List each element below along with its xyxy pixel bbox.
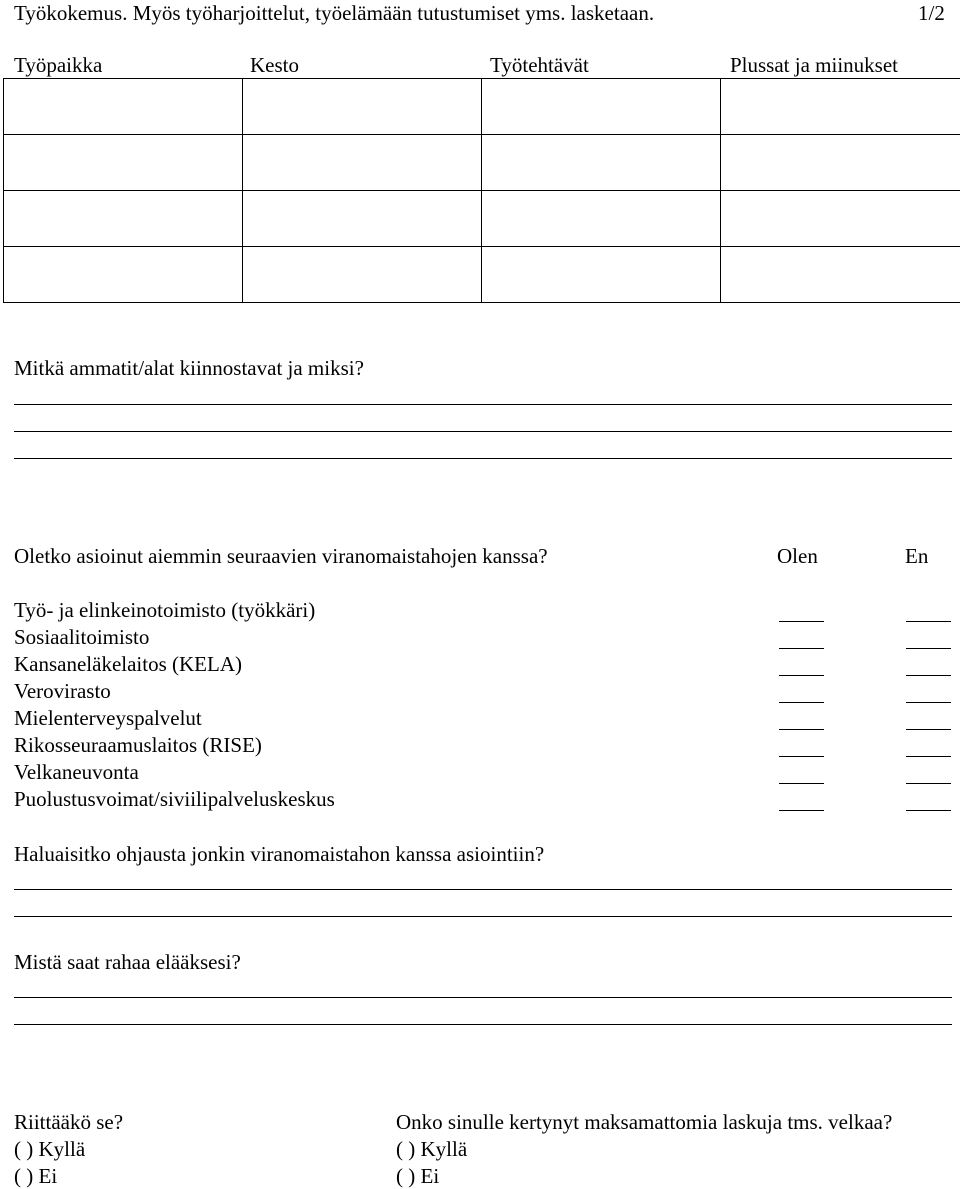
table-cell[interactable]	[243, 135, 482, 191]
blank-no[interactable]	[906, 702, 951, 703]
agency-label: Puolustusvoimat/siviilipalveluskeskus	[14, 787, 335, 811]
blank-no[interactable]	[906, 810, 951, 811]
agency-label: Kansaneläkelaitos (KELA)	[14, 652, 242, 676]
table-cell[interactable]	[482, 79, 721, 135]
table-cell[interactable]	[482, 191, 721, 247]
question-money: Mistä saat rahaa elääksesi?	[14, 950, 241, 974]
blank-yes[interactable]	[779, 702, 824, 703]
column-header-workplace: Työpaikka	[14, 53, 103, 77]
table-cell[interactable]	[243, 191, 482, 247]
option-yes[interactable]: ( ) Kyllä	[14, 1137, 86, 1161]
answer-line[interactable]	[14, 404, 952, 405]
column-header-yes: Olen	[777, 544, 818, 568]
blank-yes[interactable]	[779, 756, 824, 757]
table-row	[4, 247, 960, 303]
table-cell[interactable]	[4, 191, 243, 247]
option-no[interactable]: ( ) Ei	[14, 1164, 58, 1188]
blank-yes[interactable]	[779, 810, 824, 811]
option-yes[interactable]: ( ) Kyllä	[396, 1137, 468, 1161]
blank-yes[interactable]	[779, 675, 824, 676]
blank-no[interactable]	[906, 756, 951, 757]
question-agencies: Oletko asioinut aiemmin seuraavien viranomaistahojen kanssa?	[14, 544, 548, 568]
agency-label: Verovirasto	[14, 679, 111, 703]
blank-yes[interactable]	[779, 783, 824, 784]
question-interests: Mitkä ammatit/alat kiinnostavat ja miksi?	[14, 356, 364, 380]
agency-label: Työ- ja elinkeinotoimisto (työkkäri)	[14, 598, 316, 622]
blank-no[interactable]	[906, 648, 951, 649]
table-cell[interactable]	[4, 135, 243, 191]
table-row	[4, 79, 960, 135]
question-guidance: Haluaisitko ohjausta jonkin viranomaistahon kanssa asiointiin?	[14, 842, 545, 866]
blank-yes[interactable]	[779, 621, 824, 622]
answer-line[interactable]	[14, 997, 952, 998]
answer-line[interactable]	[14, 916, 952, 917]
blank-yes[interactable]	[779, 729, 824, 730]
blank-no[interactable]	[906, 621, 951, 622]
table-cell[interactable]	[721, 135, 960, 191]
answer-line[interactable]	[14, 458, 952, 459]
question-debts: Onko sinulle kertynyt maksamattomia laskuja tms. velkaa?	[396, 1110, 893, 1134]
table-row	[4, 191, 960, 247]
agency-label: Rikosseuraamuslaitos (RISE)	[14, 733, 262, 757]
agency-label: Velkaneuvonta	[14, 760, 139, 784]
answer-line[interactable]	[14, 1024, 952, 1025]
table-cell[interactable]	[482, 247, 721, 303]
agency-label: Sosiaalitoimisto	[14, 625, 150, 649]
blank-no[interactable]	[906, 675, 951, 676]
column-header-tasks: Työtehtävät	[490, 53, 589, 77]
question-enough: Riittääkö se?	[14, 1110, 124, 1134]
option-no[interactable]: ( ) Ei	[396, 1164, 440, 1188]
table-cell[interactable]	[721, 79, 960, 135]
blank-no[interactable]	[906, 783, 951, 784]
table-cell[interactable]	[4, 79, 243, 135]
table-cell[interactable]	[243, 79, 482, 135]
answer-line[interactable]	[14, 889, 952, 890]
agency-label: Mielenterveyspalvelut	[14, 706, 202, 730]
table-row	[4, 135, 960, 191]
table-cell[interactable]	[243, 247, 482, 303]
blank-yes[interactable]	[779, 648, 824, 649]
blank-no[interactable]	[906, 729, 951, 730]
work-experience-table	[3, 78, 960, 303]
table-cell[interactable]	[482, 135, 721, 191]
answer-line[interactable]	[14, 431, 952, 432]
column-header-pros-cons: Plussat ja miinukset	[730, 53, 898, 77]
table-cell[interactable]	[721, 247, 960, 303]
table-cell[interactable]	[721, 191, 960, 247]
table-cell[interactable]	[4, 247, 243, 303]
column-header-duration: Kesto	[250, 53, 299, 77]
page-number: 1/2	[918, 1, 945, 25]
column-header-no: En	[905, 544, 929, 568]
page-title: Työkokemus. Myös työharjoittelut, työelämään tutustumiset yms. lasketaan.	[14, 1, 655, 25]
